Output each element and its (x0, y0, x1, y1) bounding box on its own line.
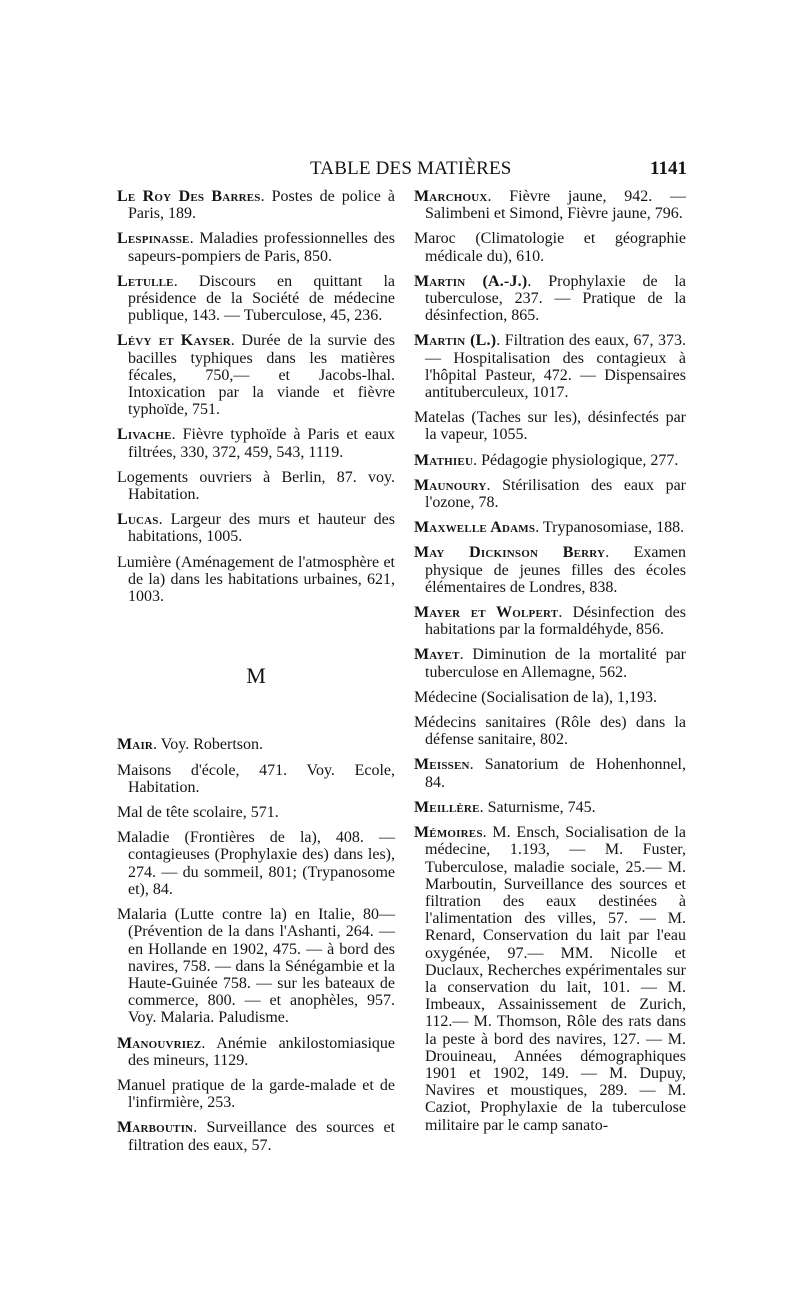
index-entry (414, 714, 686, 748)
entry-heading: May Dickinson Berry (414, 544, 606, 562)
entry-heading: Lévy et Kayser (117, 332, 231, 350)
index-entry (117, 906, 395, 1026)
entry-text: Maladie (Frontières de la), 408. — contagieuses (Prophylaxie des) dans les), 274. — du sommeil, 801; (Trypanosome et), 84. (117, 829, 395, 898)
entry-heading: Mémoires (414, 824, 483, 842)
entry-heading: Livache (117, 426, 172, 444)
entry-text: . Fièvre jaune, 942. — Salimbeni et Simond, Fièvre jaune, 796. (425, 188, 686, 223)
index-entry (414, 477, 686, 511)
left-column (117, 188, 395, 1162)
entry-text: . Discours en quittant la présidence de la Société de médecine publique, 143. — Tuberculose, 45, 236. (128, 272, 395, 325)
entry-heading: Maunoury (414, 476, 487, 494)
entry-text: . Filtration des eaux, 67, 373. — Hospitalisation des contagieux à l'hôpital Pasteur, 472. — Dispensaires antituberculeux, 1017. (425, 332, 686, 402)
entry-heading: Le Roy Des Barres (117, 188, 261, 205)
index-entry (414, 689, 686, 706)
index-entry (414, 604, 686, 638)
entry-heading: Meissen (414, 756, 470, 774)
index-entry (117, 736, 395, 753)
index-entry (117, 273, 395, 325)
index-entry (117, 230, 395, 264)
entry-heading: Lucas (117, 511, 159, 529)
entry-text: . Durée de la survie des bacilles typhiques dans les matières fécales, 750,— et Jacobs-lhal. Intoxication par la viande et fièvre typhoïde, 751. (128, 332, 395, 419)
right-column (414, 188, 686, 1142)
entry-heading: Lespinasse (117, 230, 190, 248)
index-entries-after (117, 736, 395, 1153)
entry-heading: Manouvriez (117, 1034, 202, 1052)
index-entry (117, 1077, 395, 1111)
index-entry (414, 188, 686, 222)
entry-text: Maroc (Climatologie et géographie médicale du), 610. (414, 230, 686, 265)
index-entry (414, 824, 686, 1134)
index-entry (414, 756, 686, 790)
entry-text: . Stérilisation des eaux par l'ozone, 78. (425, 476, 686, 512)
index-entry (117, 511, 395, 545)
entry-text: Malaria (Lutte contre la) en Italie, 80— (Prévention de la dans l'Ashanti, 264. — en Hollande en 1902, 475. — à bord des navires, 758. — dans la Sénégambie et la Haute-Guinée 758. — sur les bateaux de commerce, 800. — et anophèles, 957. Voy. Malaria. Paludisme. (117, 906, 395, 1027)
index-entry (414, 646, 686, 680)
index-entry (414, 452, 686, 469)
entry-heading: Mair (117, 736, 154, 754)
entry-text: Médecins sanitaires (Rôle des) dans la défense sanitaire, 802. (414, 714, 686, 749)
entry-text: . Examen physique de jeunes filles des écoles élémentaires de Londres, 838. (425, 544, 686, 596)
entry-heading: Martin (A.-J.) (414, 272, 528, 290)
index-entry (117, 554, 395, 606)
index-entry (117, 332, 395, 418)
entry-text: . Trypanosomiase, 188. (535, 519, 685, 537)
entry-text: . Fièvre typhoïde à Paris et eaux filtrées, 330, 372, 459, 543, 1119. (128, 426, 395, 461)
entry-heading: Marchoux (414, 188, 488, 205)
index-entry (117, 426, 395, 460)
index-entry (414, 332, 686, 401)
entry-text: . Pédagogie physiologique, 277. (473, 451, 679, 469)
entry-text: . Voy. Robertson. (153, 736, 264, 754)
index-entry (117, 469, 395, 503)
index-entry (117, 829, 395, 898)
entry-text: Matelas (Taches sur les), désinfectés par la vapeur, 1055. (414, 409, 686, 444)
entry-heading: Marboutin (117, 1119, 194, 1137)
index-entry (117, 804, 395, 821)
entry-text: . Diminution de la mortalité par tuberculose en Allemagne, 562. (425, 646, 686, 681)
index-entries-right (414, 188, 686, 1134)
index-entry (414, 230, 686, 264)
entry-text: . Sanatorium de Hohenhonnel, 84. (425, 756, 686, 791)
entry-text: Logements ouvriers à Berlin, 87. voy. Habitation. (117, 468, 395, 504)
index-entry (117, 188, 395, 222)
page-number: 1141 (650, 158, 687, 179)
entry-text: Manuel pratique de la garde-malade et de l'infirmière, 253. (117, 1076, 395, 1112)
entry-text: . Postes de police à Paris, 189. (128, 188, 395, 223)
index-entry (414, 273, 686, 325)
entry-text: . Saturnisme, 745. (479, 798, 596, 816)
entry-heading: Martin (L.) (414, 332, 497, 350)
index-entry (414, 519, 686, 536)
entry-heading: Maxwelle Adams (414, 519, 536, 537)
entry-text: . Anémie ankilostomiasique des mineurs, 1129. (128, 1034, 395, 1069)
entry-heading: Meillère (414, 798, 480, 816)
entry-text: . Désinfection des habitations par la formaldéhyde, 856. (425, 604, 686, 639)
index-entry (414, 409, 686, 443)
index-entry (414, 544, 686, 596)
entry-text: . Surveillance des sources et filtration des eaux, 57. (128, 1119, 395, 1154)
entry-heading: Letulle (117, 272, 174, 290)
index-entry (414, 799, 686, 816)
entry-text: Maisons d'école, 471. Voy. Ecole, Habitation. (117, 761, 395, 796)
entry-text: Lumière (Aménagement de l'atmosphère et de la) dans les habitations urbaines, 621, 1003. (117, 553, 395, 606)
entry-text: . Prophylaxie de la tuberculose, 237. — Pratique de la désinfection, 865. (425, 272, 686, 325)
entry-heading: Mayet (414, 646, 460, 664)
entry-text: Médecine (Socialisation de la), 1,193. (414, 688, 658, 706)
index-entry (117, 1035, 395, 1069)
entry-text: . M. Ensch, Socialisation de la médecine, 1.193, — M. Fuster, Tuberculose, maladie sociale, 25.— M. Marboutin, Surveillance des sources et filtration des eaux destinées à l'alimentation des villes, 57. — M. Renard, Conservation du lait par l'eau oxygénée, 97.— MM. Nicolle et Duclaux, Recherches expérimentales sur la conservation du lait, 101. — M. Imbeaux, Assainissement de Zurich, 112.— M. Thomson, Rôle des rats dans la peste à bord des navires, 127. — M. Drouineau, Années démographiques 1901 et 1902, 149. — M. Dupuy, Navires et moustiques, 289. — M. Caziot, Prophylaxie de la tuberculose militaire par le camp sanato- (425, 824, 686, 1134)
entry-text: . Largeur des murs et hauteur des habitations, 1005. (128, 511, 395, 546)
entry-heading: Mathieu (414, 451, 474, 469)
index-entry (117, 1119, 395, 1153)
section-letter: M (246, 663, 266, 689)
entry-text: . Maladies professionnelles des sapeurs-pompiers de Paris, 850. (128, 230, 395, 265)
index-entry (117, 762, 395, 796)
entry-heading: Mayer et Wolpert (414, 604, 559, 622)
index-entries-before (117, 188, 395, 605)
running-header: TABLE DES MATIÈRES (310, 158, 512, 179)
entry-text: Mal de tête scolaire, 571. (117, 804, 279, 822)
